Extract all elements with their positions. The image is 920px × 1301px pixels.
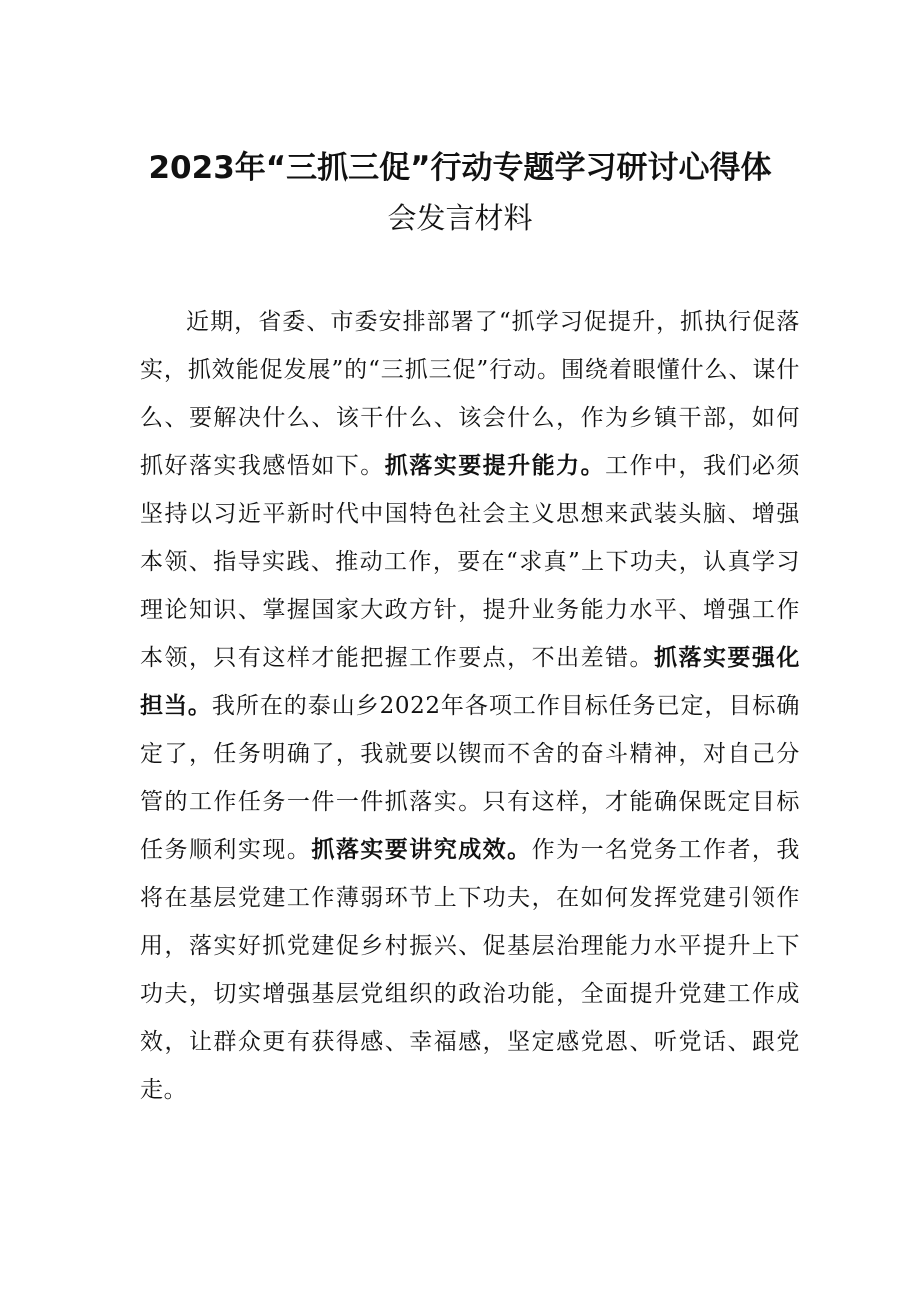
paragraph-segment: 我所在的泰山乡2022年各项工作目标任务已定，目标确定了，任务明确了，我就要以锲而不舍的奋斗精神，对自己分管的工作任务一件一件抓落实。只有这样，才能确保既定目标任务顺利实现。	[140, 693, 800, 863]
paragraph-heading-improve-ability: 抓落实要提升能力。	[384, 453, 606, 479]
paragraph-segment: 工作中，我们必须坚持以习近平新时代中国特色社会主义思想来武装头脑、增强本领、指导实践、推动工作，要在“求真”上下功夫，认真学习理论知识、掌握国家大政方针，提升业务能力水平、增强工作本领，只有这样才能把握工作要点，不出差错。	[140, 453, 800, 671]
paragraph-heading-strengthen-responsibility: 抓落实要强化担当。	[140, 645, 800, 719]
document-title-line-1: 2023年“三抓三促”行动专题学习研讨心得体	[148, 150, 772, 186]
body-paragraph	[140, 298, 800, 1114]
paragraph-segment: 作为一名党务工作者，我将在基层党建工作薄弱环节上下功夫，在如何发挥党建引领作用，落实好抓党建促乡村振兴、促基层治理能力水平提升上下功夫，切实增强基层党组织的政治功能，全面提升党建工作成效，让群众更有获得感、幸福感，坚定感党恩、听党话、跟党走。	[140, 837, 801, 1103]
paragraph-heading-pursue-effectiveness: 抓落实要讲究成效。	[311, 837, 532, 863]
paragraph-segment: 近期，省委、市委安排部署了“抓学习促提升，抓执行促落实，抓效能促发展”的“三抓三促”行动。围绕着眼懂什么、谋什么、要解决什么、该干什么、该会什么，作为乡镇干部，如何抓好落实我感悟如下。	[140, 309, 800, 479]
document-title-line-2: 会发言材料	[387, 201, 533, 235]
